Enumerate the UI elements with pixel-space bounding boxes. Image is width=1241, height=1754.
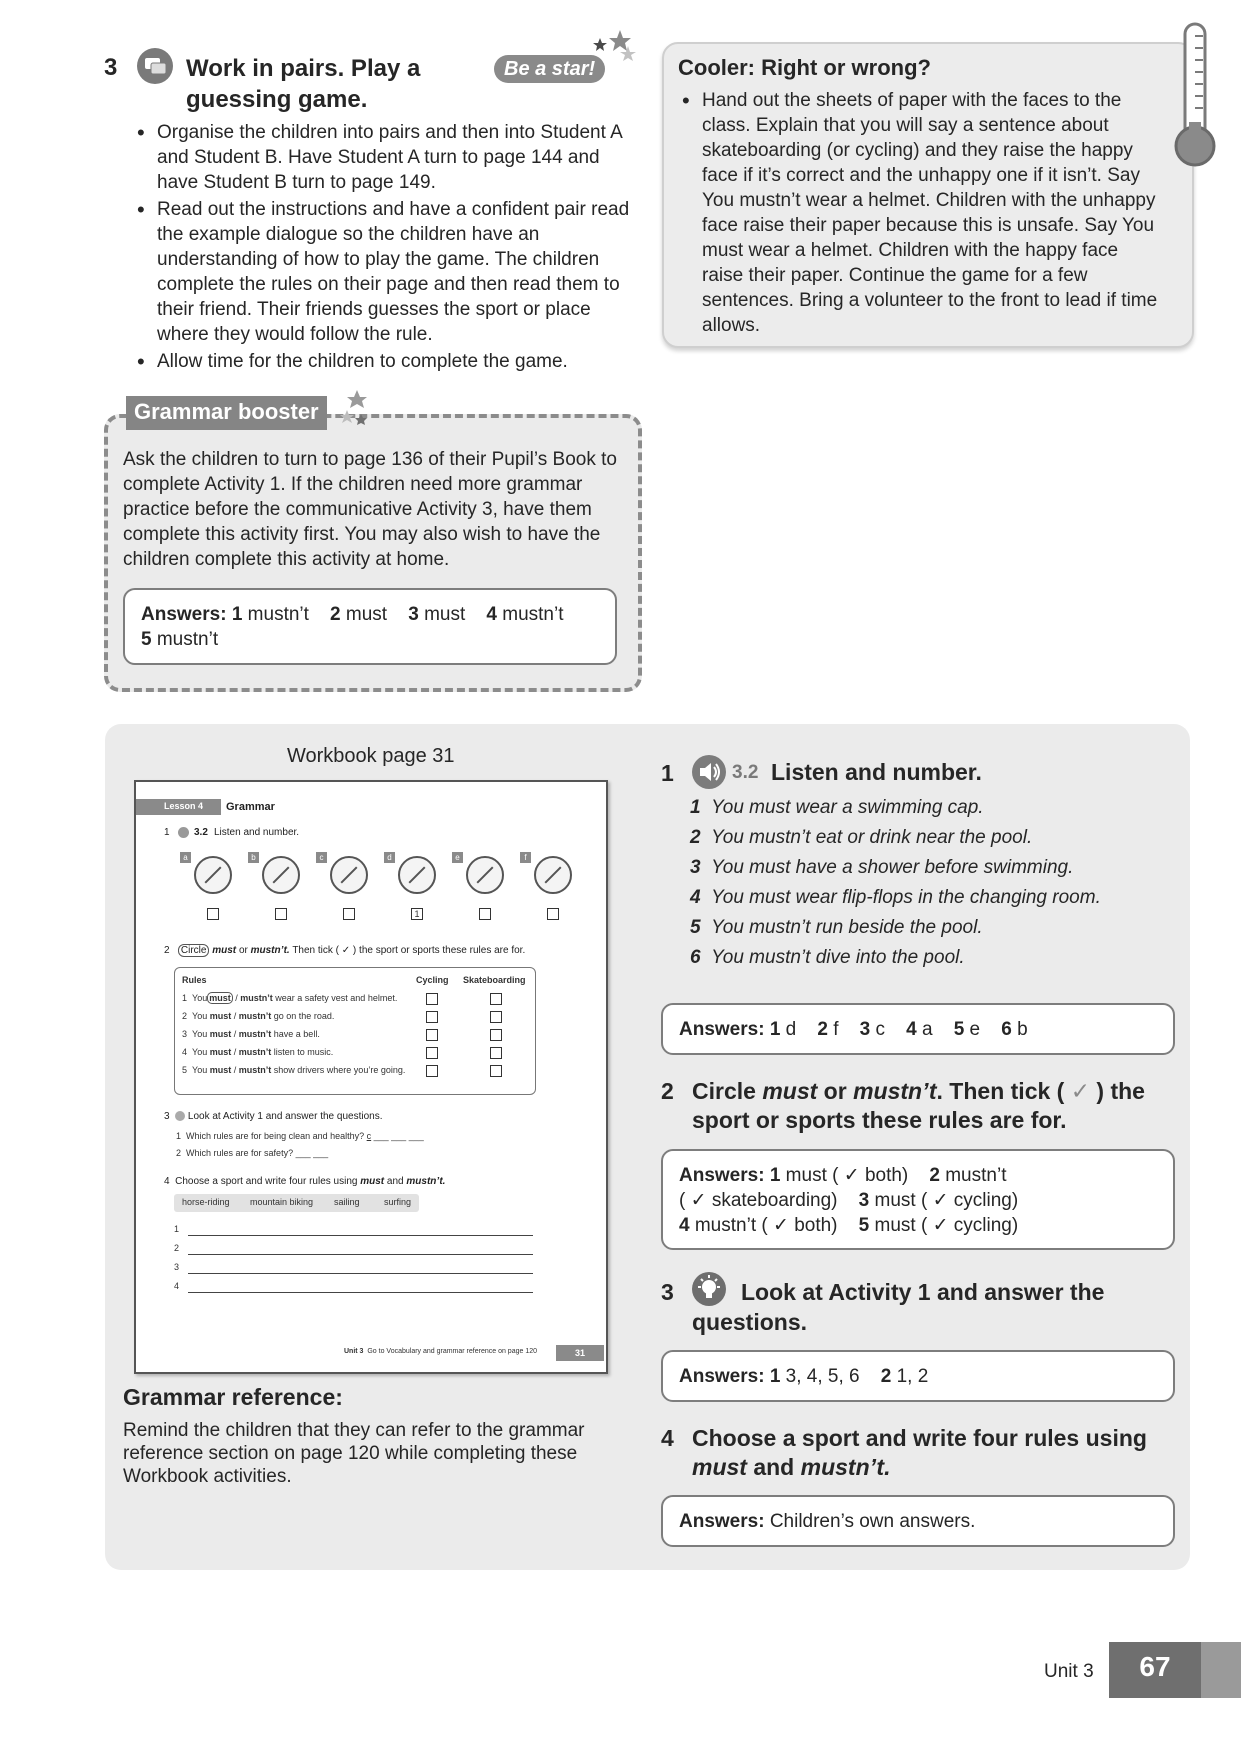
tick-icon: ✓ <box>932 1215 949 1236</box>
sentence-number: 2 <box>690 827 701 848</box>
rule-text: / <box>231 1047 239 1057</box>
tick-icon: ✓ <box>932 1190 949 1211</box>
sentence-text: You must wear a swimming cap. <box>711 797 984 818</box>
sentence-text: You mustn’t run beside the pool. <box>711 917 983 938</box>
answer-number: 1 <box>769 1366 781 1387</box>
answer-number: 4 <box>679 1215 690 1236</box>
answer-number: 5 <box>141 629 152 650</box>
rule-row <box>182 1029 320 1039</box>
write-line-number: 2 <box>174 1243 180 1253</box>
rule-text: You <box>192 993 208 1003</box>
star-decoration-icon <box>333 388 373 439</box>
question-number: 4 <box>661 1425 674 1451</box>
question-number: 1 <box>661 760 674 786</box>
table-header: Rules <box>182 975 207 985</box>
sentence-number: 3 <box>690 857 701 878</box>
q2-text: ) the <box>1096 1078 1145 1104</box>
wb-ex4-text: and <box>386 1176 404 1187</box>
rule-mustnt: mustn’t <box>238 1047 272 1057</box>
wb-footer-unit: Unit 3 <box>344 1348 364 1355</box>
answer-text: mustn’t <box>247 604 309 625</box>
skateboarding-checkbox[interactable] <box>490 993 502 1005</box>
answer-text: must ( <box>874 1190 928 1211</box>
sentence-item <box>690 943 1101 973</box>
tick-icon: ✓ <box>773 1215 789 1236</box>
sentence-list <box>690 793 1101 973</box>
rule-text: go on the road. <box>273 1011 335 1021</box>
be-a-star-badge: Be a star! <box>494 55 605 83</box>
wb-ex2-text: must <box>212 945 237 956</box>
write-line[interactable] <box>188 1254 533 1255</box>
wb-ex3-instruction <box>164 1111 382 1122</box>
grammar-booster-answers <box>123 588 617 665</box>
answer-text: both) <box>864 1165 909 1186</box>
answer-text: mustn’t <box>156 629 219 650</box>
wb-ex4-instruction <box>164 1176 445 1187</box>
answer-text: mustn’t <box>945 1165 1007 1186</box>
answer-text: mustn’t <box>502 604 564 625</box>
q2-text: mustn’t <box>853 1078 937 1104</box>
wb-ex3-q2: 2 Which rules are for safety? ___ ___ <box>176 1148 329 1158</box>
answer-number: 3 <box>859 1019 871 1040</box>
page-tab-edge <box>1201 1642 1241 1698</box>
q2-answers <box>661 1149 1175 1250</box>
q4-text: and <box>753 1454 795 1480</box>
wb-footer-text: Go to Vocabulary and grammar reference on page 120 <box>367 1348 538 1355</box>
wb-ex-number: 1 <box>164 827 170 838</box>
rule-text: You <box>192 1047 208 1057</box>
sentence-text: You mustn’t dive into the pool. <box>711 947 965 968</box>
sentence-number: 6 <box>690 947 701 968</box>
answer-text: skateboarding) <box>711 1190 838 1211</box>
sentence-item <box>690 883 1101 913</box>
q1-answers <box>661 1003 1175 1055</box>
answer-checkbox[interactable]: 1 <box>411 908 423 920</box>
answer-checkbox[interactable] <box>547 908 559 920</box>
rule-text: You <box>192 1029 208 1039</box>
wb-ex3-text: Look at Activity 1 and answer the questions. <box>187 1111 383 1122</box>
wb-q-text: Which rules are for safety? <box>186 1148 294 1158</box>
answer-text: cycling) <box>953 1190 1019 1211</box>
question-title-line1: Choose a sport and write four rules using <box>692 1425 1147 1451</box>
question-title <box>692 1077 1182 1135</box>
cycling-checkbox[interactable] <box>426 1065 438 1077</box>
activity-number: 3 <box>104 54 118 81</box>
wb-q-text: Which rules are for being clean and healthy? <box>186 1131 365 1141</box>
write-line[interactable] <box>188 1292 533 1293</box>
bullet-item: • Allow time for the children to complete the game. <box>133 349 643 374</box>
pic-letter: a <box>180 852 191 863</box>
answer-number: 4 <box>486 604 497 625</box>
question-title-line2: sport or sports these rules are for. <box>692 1107 1067 1133</box>
rule-text: listen to music. <box>273 1047 334 1057</box>
wb-ex-number: 4 <box>164 1176 170 1187</box>
answer-text: ( <box>679 1190 686 1211</box>
answer-text: cycling) <box>953 1215 1019 1236</box>
q3-answers <box>661 1350 1175 1402</box>
rule-must: must <box>209 1047 232 1057</box>
question-number: 2 <box>661 1078 674 1104</box>
answers-label: Answers: <box>679 1019 765 1040</box>
wb-ex3-q1: 1 Which rules are for being clean and healthy? c ___ ___ ___ <box>176 1131 424 1141</box>
rule-text: wear a safety vest and helmet. <box>275 993 398 1003</box>
answers-label: Answers: <box>679 1165 765 1186</box>
grammar-reference-text: Remind the children that they can refer to the grammar reference section on page 120 while completing these Workbook activities. <box>123 1420 585 1487</box>
write-line-number: 3 <box>174 1262 180 1272</box>
q2-text: must <box>762 1078 818 1104</box>
audio-track-number: 3.2 <box>732 762 759 783</box>
audio-speaker-icon <box>692 755 726 789</box>
pair-work-icon <box>137 48 173 84</box>
answer-number: 2 <box>880 1366 892 1387</box>
bullet-item: • Read out the instructions and have a confident pair read the example dialogue so the children have an understanding of how to play the game. The children complete the rules on their page and then read them to their friend. Their friends guesses the sport or place where they would follow the rule. <box>133 197 643 347</box>
workbook-page-thumbnail <box>134 780 608 1374</box>
sentence-number: 1 <box>690 797 701 818</box>
rule-must: must <box>209 1029 232 1039</box>
wb-ex2-text: Circle <box>178 944 210 957</box>
answer-text: 1, 2 <box>896 1366 929 1387</box>
rule-mustnt: mustn’t <box>238 1011 272 1021</box>
sentence-item <box>690 793 1101 823</box>
answer-number: 5 <box>953 1019 965 1040</box>
answer-text: f <box>833 1019 839 1040</box>
think-icon <box>175 1111 185 1121</box>
answer-checkbox[interactable] <box>275 908 287 920</box>
rule-must: must <box>209 1065 232 1075</box>
wb-ex4-text: mustn’t. <box>406 1176 446 1187</box>
cycling-checkbox[interactable] <box>426 993 438 1005</box>
answer-number: 4 <box>906 1019 917 1040</box>
answer-text: must ( <box>785 1165 839 1186</box>
sentence-item <box>690 853 1101 883</box>
answer-number: 1 <box>769 1165 781 1186</box>
think-lightbulb-icon <box>692 1272 726 1306</box>
rule-text: / <box>232 993 241 1003</box>
answer-text: must <box>345 604 388 625</box>
q4-answers <box>661 1495 1175 1547</box>
question-number: 3 <box>661 1279 674 1305</box>
rule-mustnt: mustn’t <box>240 993 273 1003</box>
rule-text: / <box>231 1065 239 1075</box>
answer-text: Children’s own answers. <box>769 1511 976 1532</box>
activity-title <box>186 53 486 115</box>
answer-text: mustn’t ( <box>694 1215 768 1236</box>
wb-q-number: 2 <box>176 1148 182 1158</box>
rule-mustnt: mustn’t <box>238 1029 272 1039</box>
skateboarding-checkbox[interactable] <box>490 1011 502 1023</box>
rule-text: / <box>231 1011 239 1021</box>
answers-label: Answers: <box>679 1511 765 1532</box>
skateboarding-checkbox[interactable] <box>490 1065 502 1077</box>
answer-checkbox[interactable] <box>479 908 491 920</box>
question-title: Listen and number. <box>771 759 982 785</box>
answer-number: 3 <box>858 1190 870 1211</box>
wb-q-answer: c <box>366 1131 372 1141</box>
rule-must: must <box>209 1011 232 1021</box>
answer-number: 3 <box>408 604 419 625</box>
tick-icon: ✓ <box>1070 1078 1090 1104</box>
cooler-bullets <box>678 88 1158 340</box>
star-decoration-icon <box>586 28 638 77</box>
q4-text: must <box>692 1454 747 1480</box>
rule-number: 5 <box>182 1065 188 1075</box>
cycling-checkbox[interactable] <box>426 1011 438 1023</box>
sport-word: sailing <box>334 1197 360 1207</box>
write-line-number: 1 <box>174 1224 180 1234</box>
table-header: Skateboarding <box>463 975 526 985</box>
rule-number: 3 <box>182 1029 188 1039</box>
sentence-number: 4 <box>690 887 701 908</box>
answer-number: 2 <box>330 604 341 625</box>
thermometer-icon <box>1173 22 1217 173</box>
question-title <box>692 1424 1182 1482</box>
skateboarding-checkbox[interactable] <box>490 1047 502 1059</box>
wb-ex2-text: mustn’t. <box>250 945 290 956</box>
swim-cap-picture <box>194 856 232 894</box>
rule-text: You <box>192 1011 208 1021</box>
activity-title-line1: Work in pairs. Play a <box>186 55 421 82</box>
sport-word: mountain biking <box>250 1197 314 1207</box>
wb-ex-number: 3 <box>164 1111 170 1122</box>
workbook-caption: Workbook page 31 <box>287 745 455 767</box>
bullet-item: • Organise the children into pairs and then into Student A and Student B. Have Student A turn to page 144 and have Student B turn to page 149. <box>133 120 643 195</box>
question-title-line2: questions. <box>692 1309 808 1335</box>
rule-mustnt: mustn’t <box>238 1065 272 1075</box>
wb-ex4-text: must <box>360 1176 385 1187</box>
speaker-icon <box>178 827 189 838</box>
rule-number: 1 <box>182 993 188 1003</box>
cooler-text: • Hand out the sheets of paper with the faces to the class. Explain that you will say a sentence about skateboarding (or cycling) and they raise the happy face if it’s correct and the unhappy one if it isn’t. Say You mustn’t wear a helmet. Children with the unhappy face raise their paper because this is unsafe. Say You must wear a helmet. Children with the happy face raise their paper. Continue the game for a few sentences. Bring a volunteer to the front to lead if time allows. <box>678 88 1158 338</box>
rule-text: / <box>231 1029 239 1039</box>
lesson-tag: Lesson 4 <box>164 801 204 811</box>
skateboarding-checkbox[interactable] <box>490 1029 502 1041</box>
cycling-checkbox[interactable] <box>426 1047 438 1059</box>
rule-row <box>182 993 397 1003</box>
cooler-title: Cooler: Right or wrong? <box>678 55 931 80</box>
answer-checkbox[interactable] <box>343 908 355 920</box>
activity-title-line2: guessing game. <box>186 86 368 113</box>
wb-track: 3.2 <box>194 827 208 838</box>
no-eating-picture <box>262 856 300 894</box>
answers-label: Answers: <box>141 604 227 625</box>
sport-word: surfing <box>384 1197 412 1207</box>
pic-letter: c <box>316 852 327 863</box>
sport-word: horse-riding <box>182 1197 230 1207</box>
tick-icon: ✓ <box>690 1190 707 1211</box>
rule-text: You <box>192 1065 208 1075</box>
sentence-number: 5 <box>690 917 701 938</box>
answer-text: must <box>424 604 466 625</box>
sentence-text: You must wear flip-flops in the changing room. <box>711 887 1101 908</box>
answer-text: 3, 4, 5, 6 <box>785 1366 860 1387</box>
wb-ex4-text: Choose a sport and write four rules using <box>175 1176 358 1187</box>
sentence-item <box>690 913 1101 943</box>
grammar-reference-title: Grammar reference: <box>123 1384 343 1410</box>
answer-text: must ( <box>874 1215 928 1236</box>
rule-must: must <box>209 993 231 1003</box>
flip-flops-picture <box>398 856 436 894</box>
answer-number: 6 <box>1001 1019 1012 1040</box>
pic-letter: d <box>384 852 395 863</box>
wb-footer <box>344 1348 537 1355</box>
answer-line <box>679 1163 1157 1188</box>
answer-line <box>679 1213 1157 1238</box>
wb-ex1-title: Listen and number. <box>214 827 300 838</box>
answers-label: Answers: <box>679 1366 765 1387</box>
tick-icon: ✓ <box>843 1165 860 1186</box>
wb-ex2-text: Then tick ( ✓ ) the sport or sports these rules are for. <box>292 945 526 956</box>
wb-ex2-text: or <box>238 945 248 956</box>
cycling-checkbox[interactable] <box>426 1029 438 1041</box>
answer-text: d <box>785 1019 797 1040</box>
pic-letter: e <box>452 852 463 863</box>
rule-row <box>182 1011 334 1021</box>
rule-number: 2 <box>182 1011 188 1021</box>
page-number: 67 <box>1109 1642 1201 1698</box>
wb-ex-number: 2 <box>164 945 170 956</box>
wb-q-number: 1 <box>176 1131 182 1141</box>
shower-picture <box>330 856 368 894</box>
answer-text: b <box>1017 1019 1028 1040</box>
answer-text: c <box>875 1019 885 1040</box>
table-header: Cycling <box>416 975 449 985</box>
answer-text: both) <box>794 1215 838 1236</box>
rule-row <box>182 1047 333 1057</box>
sentence-item <box>690 823 1101 853</box>
footer-unit: Unit 3 <box>1044 1661 1094 1682</box>
q2-text: or <box>823 1078 847 1104</box>
answer-number: 2 <box>817 1019 828 1040</box>
activity3-bullets <box>133 120 643 376</box>
write-line-number: 4 <box>174 1281 180 1291</box>
write-line[interactable] <box>188 1273 533 1274</box>
sentence-text: You must have a shower before swimming. <box>711 857 1074 878</box>
write-line[interactable] <box>188 1235 533 1236</box>
no-running-picture <box>466 856 504 894</box>
wb-ex2-instruction <box>164 945 584 956</box>
answer-number: 1 <box>231 604 243 625</box>
answer-line <box>679 1188 1157 1213</box>
q4-text: mustn’t. <box>800 1454 891 1480</box>
grammar-booster-title: Grammar booster <box>126 396 327 430</box>
rule-text: show drivers where you’re going. <box>273 1065 406 1075</box>
rule-number: 4 <box>182 1047 188 1057</box>
wb-page-number: 31 <box>556 1345 604 1361</box>
question-title-line1: Look at Activity 1 and answer the <box>741 1279 1105 1305</box>
answer-checkbox[interactable] <box>207 908 219 920</box>
rule-text: have a bell. <box>273 1029 320 1039</box>
lesson-title: Grammar <box>226 801 275 813</box>
no-diving-picture <box>534 856 572 894</box>
question-title-line1 <box>692 1077 1182 1106</box>
pic-letter: b <box>248 852 259 863</box>
answer-number: 2 <box>929 1165 940 1186</box>
q2-text: . Then tick ( <box>936 1078 1065 1104</box>
answer-number: 5 <box>858 1215 870 1236</box>
answer-number: 1 <box>769 1019 781 1040</box>
rule-row <box>182 1065 405 1075</box>
q2-text: Circle <box>692 1078 756 1104</box>
question-title-line2 <box>692 1453 1182 1482</box>
pic-letter: f <box>520 852 531 863</box>
answer-text: a <box>921 1019 933 1040</box>
grammar-booster-text: Ask the children to turn to page 136 of their Pupil’s Book to complete Activity 1. If the children need more grammar practice before the communicative Activity 3, have them complete this activity first. You may also wish to have the children complete this activity at home. <box>123 449 617 570</box>
sentence-text: You mustn’t eat or drink near the pool. <box>711 827 1033 848</box>
answer-text: e <box>969 1019 981 1040</box>
